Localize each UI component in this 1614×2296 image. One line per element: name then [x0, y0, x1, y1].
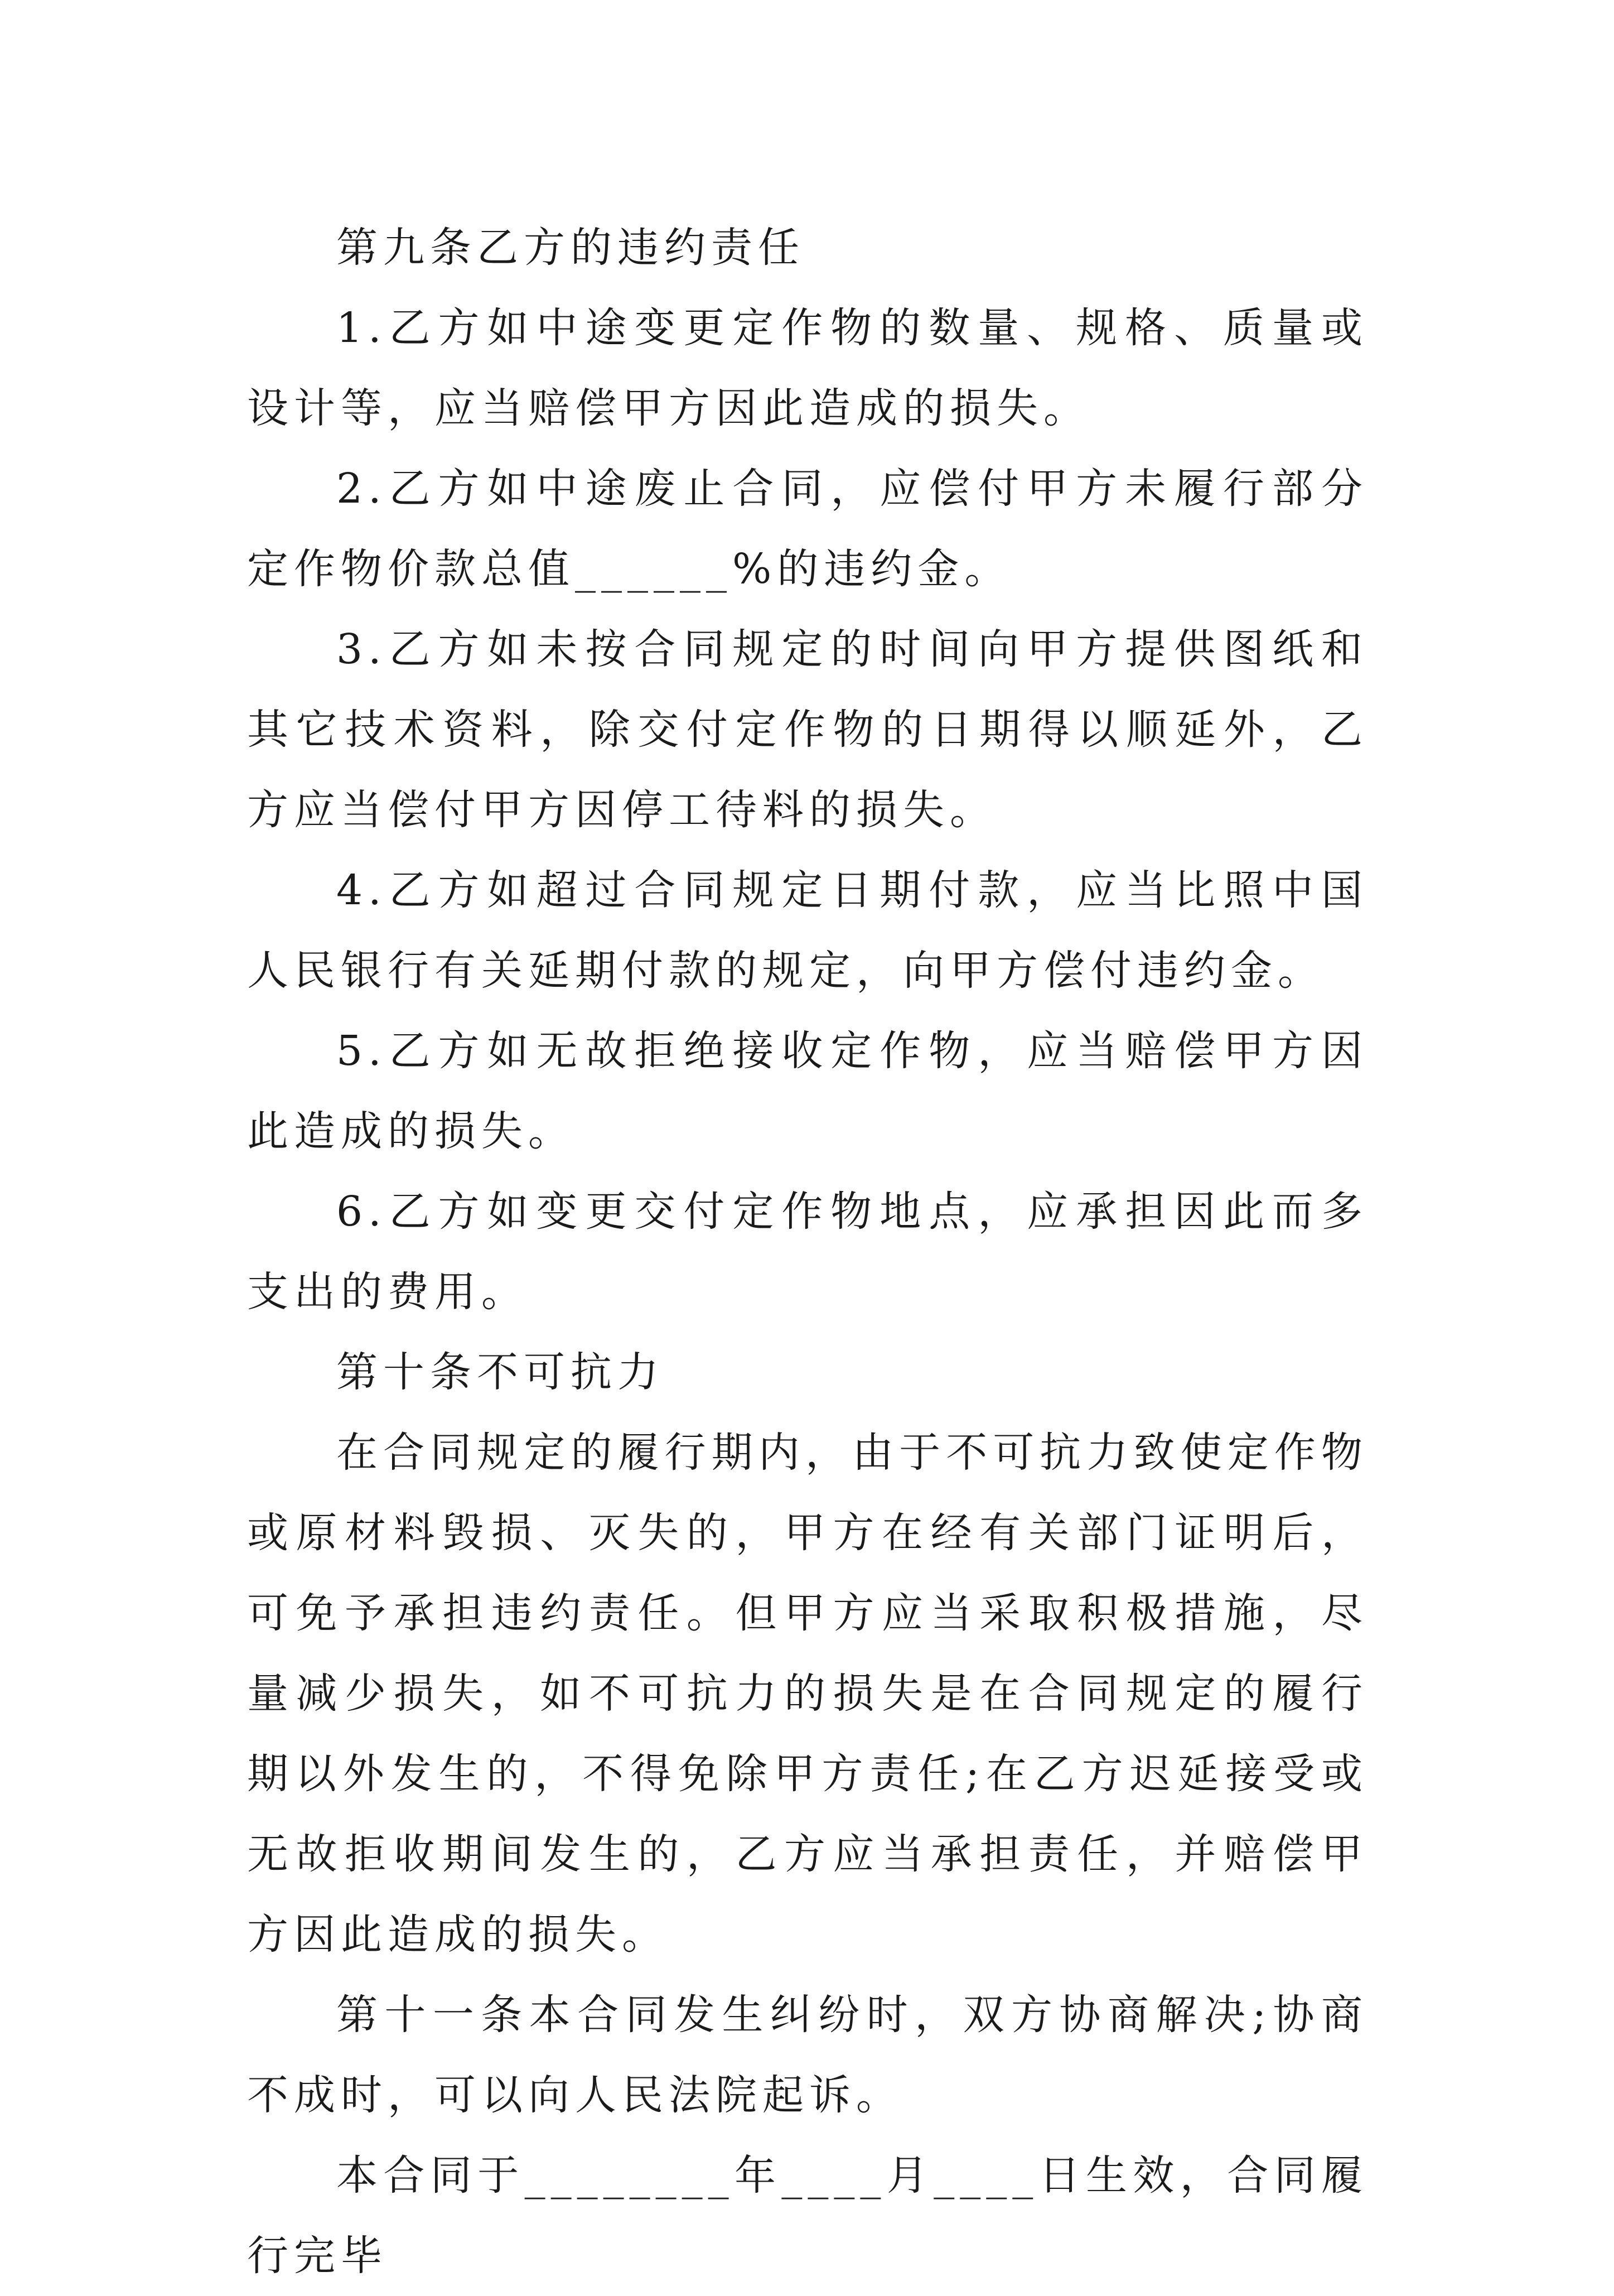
article-10-heading: 第十条不可抗力: [336, 1348, 664, 1396]
contract-body: [247, 208, 1368, 2296]
article-9-clause-6: 6.乙方如变更交付定作物地点，应承担因此而多支出的费用。: [247, 1188, 1368, 1316]
article-9-clause-1: 1.乙方如中途变更定作物的数量、规格、质量或设计等，应当赔偿甲方因此造成的损失。: [247, 304, 1368, 432]
article-9-heading: 第九条乙方的违约责任: [336, 224, 805, 272]
article-9-clause-4: 4.乙方如超过合同规定日期付款，应当比照中国人民银行有关延期付款的规定，向甲方偿付违约金。: [247, 866, 1368, 995]
article-11-body: 第十一条本合同发生纠纷时，双方协商解决;协商不成时，可以向人民法院起诉。: [247, 1991, 1368, 2119]
article-9-clause-2: 2.乙方如中途废止合同，应偿付甲方未履行部分定作物价款总值______%的违约金。: [247, 465, 1368, 593]
article-9-clause-5: 5.乙方如无故拒绝接收定作物，应当赔偿甲方因此造成的损失。: [247, 1027, 1368, 1155]
article-9-clause-3: 3.乙方如未按合同规定的时间向甲方提供图纸和其它技术资料，除交付定作物的日期得以顺延外，乙方应当偿付甲方因停工待料的损失。: [247, 625, 1368, 834]
effective-date-clause: 本合同于________年____月____日生效，合同履行完毕: [247, 2152, 1368, 2280]
article-10-body: 在合同规定的履行期内，由于不可抗力致使定作物或原材料毁损、灭失的，甲方在经有关部门证明后，可免予承担违约责任。但甲方应当采取积极措施，尽量减少损失，如不可抗力的损失是在合同规定的履行期以外发生的，不得免除甲方责任;在乙方迟延接受或无故拒收期间发生的，乙方应当承担责任，并赔偿甲方因此造成的损失。: [247, 1429, 1368, 1959]
